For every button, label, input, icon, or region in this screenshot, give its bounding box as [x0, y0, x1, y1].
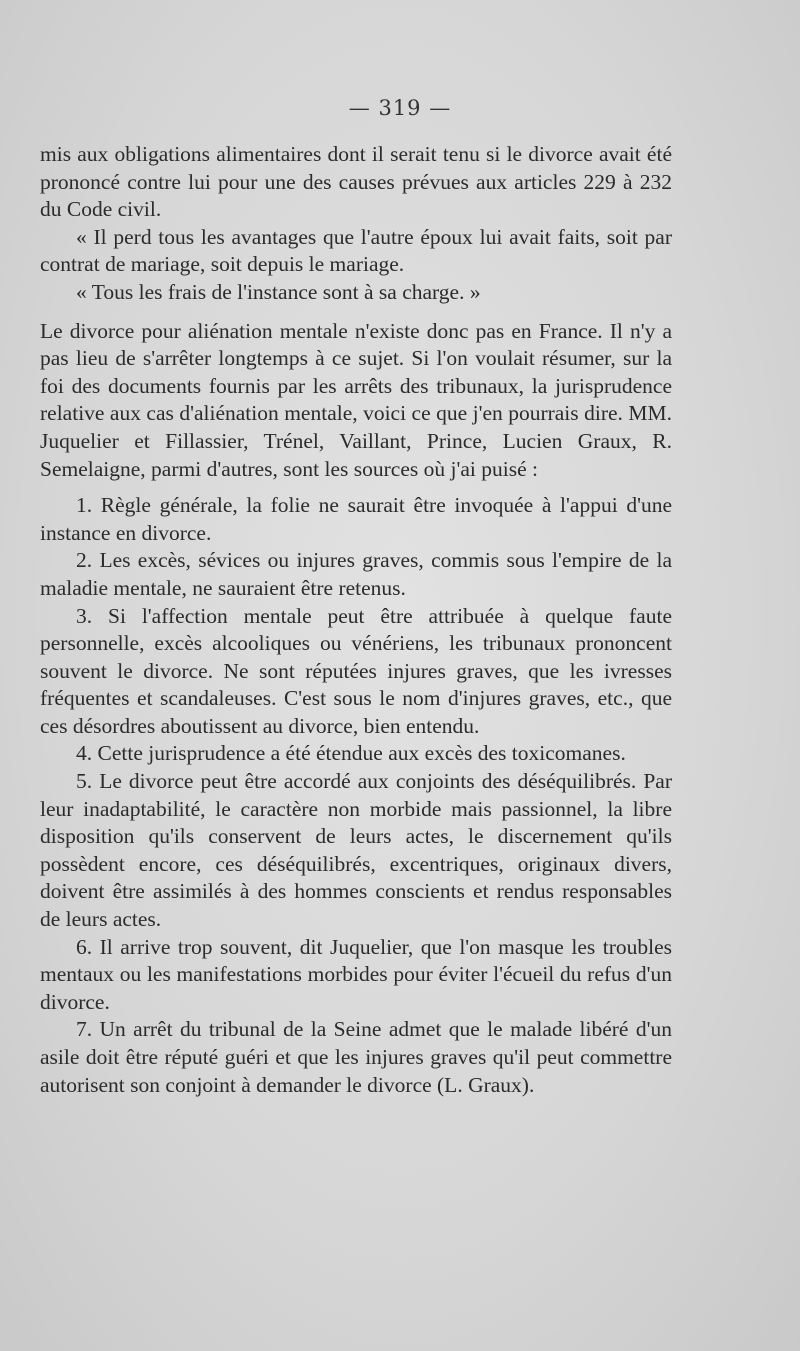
list-item-4: 4. Cette jurisprudence a été étendue aux excès des toxicomanes.: [76, 741, 626, 766]
paragraph-quote-avantages: « Il perd tous les avantages que l'autre époux lui avait faits, soit par contrat de mariage, soit depuis le mariage.: [40, 224, 672, 277]
page-number: — 319 —: [348, 96, 452, 120]
body-text: [40, 141, 672, 1099]
list-item-3: 3. Si l'affection mentale peut être attribuée à quelque faute personnelle, excès alcooliques ou vénériens, les tribunaux prononcent souvent le divorce. Ne sont réputées injures graves, que les ivresses fréquentes et scandaleuses. C'est sous le nom d'injures graves, etc., que ces désordres aboutissent au divorce, bien entendu.: [40, 603, 672, 738]
paragraph-continuation: mis aux obligations alimentaires dont il serait tenu si le divorce avait été prononcé contre lui pour une des causes prévues aux articles 229 à 232 du Code civil.: [40, 142, 672, 222]
list-item-6: 6. Il arrive trop souvent, dit Juquelier, que l'on masque les troubles mentaux ou les manifestations morbides pour éviter l'écueil du refus d'un divorce.: [40, 934, 672, 1014]
list-item-7: 7. Un arrêt du tribunal de la Seine admet que le malade libéré d'un asile doit être réputé guéri et que les injures graves qu'il peut commettre autorisent son conjoint à demander le divorce (L. Graux).: [40, 1017, 672, 1097]
paragraph-quote-frais: « Tous les frais de l'instance sont à sa charge. »: [76, 279, 481, 304]
list-item-5: 5. Le divorce peut être accordé aux conjoints des déséquilibrés. Par leur inadaptabilité, le caractère non morbide mais passionnel, la libre disposition qu'ils conservent de leurs actes, le discernement qu'ils possèdent encore, ces déséquilibrés, excentriques, originaux divers, doivent être assimilés à des hommes conscients et rendus responsables de leurs actes.: [40, 769, 672, 932]
list-item-2: 2. Les excès, sévices ou injures graves, commis sous l'empire de la maladie mentale, ne sauraient être retenus.: [40, 548, 672, 600]
list-item-1: 1. Règle générale, la folie ne saurait être invoquée à l'appui d'une instance en divorce.: [40, 493, 672, 545]
paragraph-intro: Le divorce pour aliénation mentale n'existe donc pas en France. Il n'y a pas lieu de s'arrêter longtemps à ce sujet. Si l'on voulait résumer, sur la foi des documents fournis par les arrêts des tribunaux, la jurisprudence relative aux cas d'aliénation mentale, voici ce que j'en pourrais dire. MM. Juquelier et Fillassier, Trénel, Vaillant, Prince, Lucien Graux, R. Semelaigne, parmi d'autres, sont les sources où j'ai puisé :: [40, 318, 672, 481]
